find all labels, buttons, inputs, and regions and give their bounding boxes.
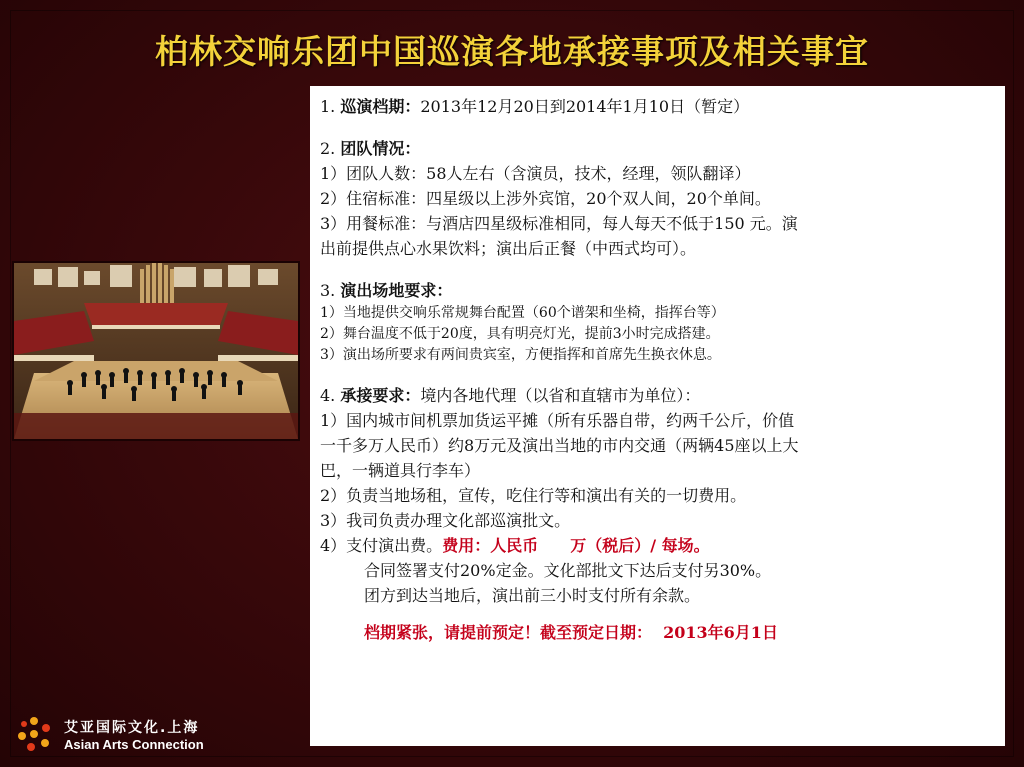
section-2-item-3: 3）用餐标准：与酒店四星级标准相同，每人每天不低于150 元。演 (320, 214, 798, 233)
section-3-line (320, 278, 995, 303)
section-2-line (320, 136, 995, 161)
section-3-item-1: 1）当地提供交响乐常规舞台配置（60个谱架和坐椅，指挥台等） (320, 305, 725, 321)
section-4-text: 境内各地代理（以省和直辖市为单位）： (420, 386, 701, 405)
asterisk-logo-icon (14, 714, 54, 754)
section-1-number: 1. (320, 97, 336, 116)
concert-hall-photo (12, 261, 300, 441)
booking-deadline: 档期紧张，请提前预定！截至预定日期： 2013年6月1日 (364, 623, 778, 642)
payment-balance: 团方到达当地后，演出前三小时支付所有余款。 (364, 586, 701, 605)
section-3-heading: 演出场地要求： (340, 281, 453, 300)
section-1-text: 2013年12月20日到2014年1月10日（暂定） (420, 97, 750, 116)
section-4-heading: 承接要求： (340, 386, 421, 405)
section-2-item-1: 1）团队人数：58人左右（含演员，技术，经理，领队翻译） (320, 164, 751, 183)
section-4-number: 4. (320, 386, 336, 405)
section-4-item-3: 3）我司负责办理文化部巡演批文。 (320, 511, 571, 530)
section-1-heading: 巡演档期： (340, 97, 421, 116)
section-2-heading: 团队情况： (340, 139, 421, 158)
logo-english-name: Asian Arts Connection (64, 737, 204, 752)
section-4-item-1-cont-b: 巴，一辆道具行李车） (320, 461, 481, 480)
fee-text: 费用：人民币 万（税后）/ 每场。 (442, 536, 710, 555)
section-3-number: 3. (320, 281, 336, 300)
section-4-item-1: 1）国内城市间机票加货运平摊（所有乐器自带，约两千公斤，价值 (320, 411, 795, 430)
section-1-line (320, 94, 995, 119)
slide-title: 柏林交响乐团中国巡演各地承接事项及相关事宜 (155, 32, 869, 71)
section-2-item-2: 2）住宿标准：四星级以上涉外宾馆，20个双人间，20个单间。 (320, 189, 771, 208)
payment-deposit: 合同签署支付20%定金。文化部批文下达后支付另30%。 (364, 561, 772, 580)
payment-label: 4）支付演出费。 (320, 536, 443, 555)
section-3-item-2: 2）舞台温度不低于20度，具有明亮灯光，提前3小时完成搭建。 (320, 326, 720, 342)
section-3-item-3: 3）演出场所要求有两间贵宾室，方便指挥和首席先生换衣休息。 (320, 347, 721, 363)
section-4-item-1-cont-a: 一千多万人民币）约8万元及演出当地的市内交通（两辆45座以上大 (320, 436, 799, 455)
content-panel (310, 86, 1005, 746)
logo-chinese-name: 艾亚国际文化.上海 (64, 720, 200, 736)
section-2-item-3-cont: 出前提供点心水果饮料；演出后正餐（中西式均可）。 (320, 239, 697, 258)
section-4-line (320, 383, 995, 408)
section-4-item-4 (320, 533, 995, 558)
company-logo (14, 714, 224, 758)
section-2-number: 2. (320, 139, 336, 158)
section-4-item-2: 2）负责当地场租，宣传，吃住行等和演出有关的一切费用。 (320, 486, 747, 505)
